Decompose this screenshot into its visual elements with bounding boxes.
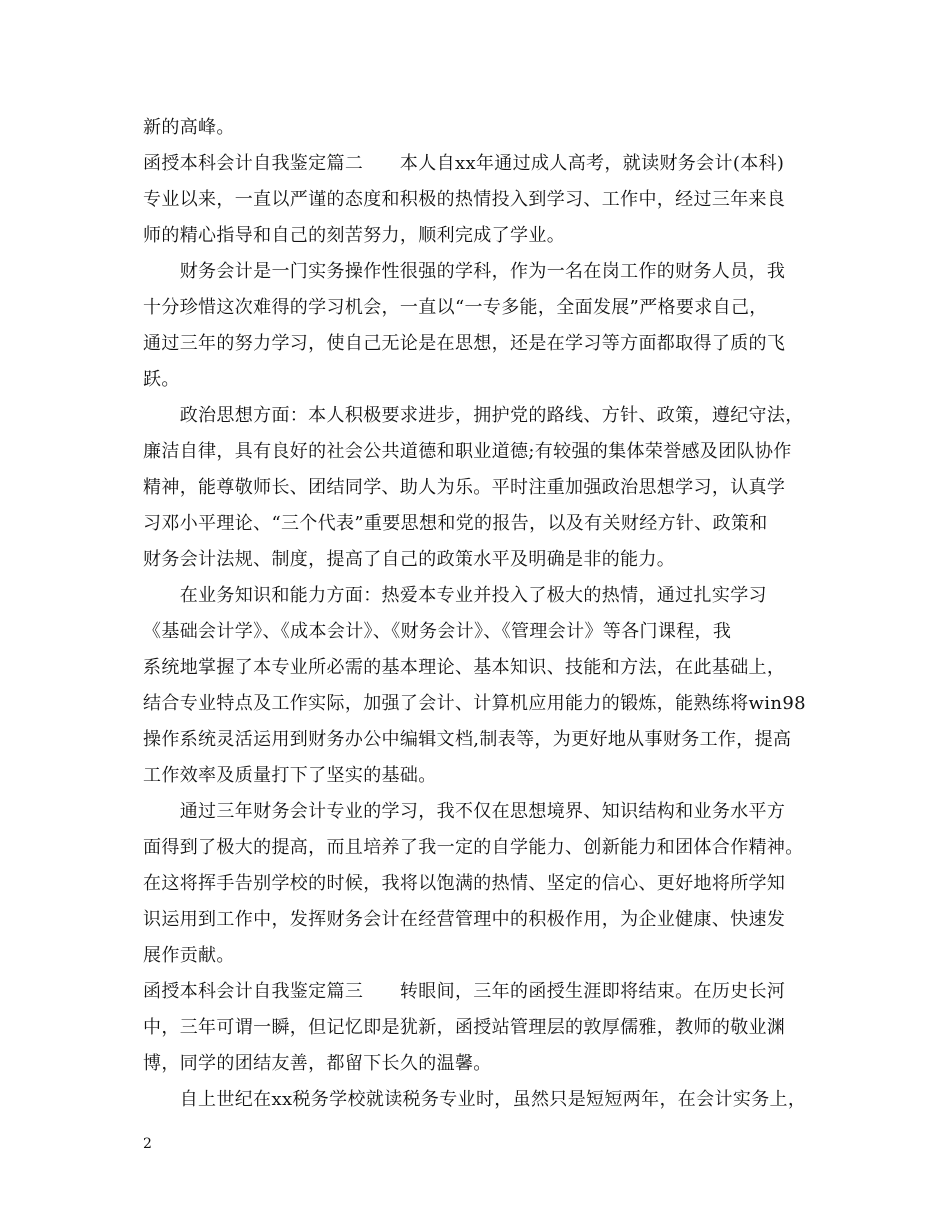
text-line: 函授本科会计自我鉴定篇二 本人自xx年通过成人高考，就读财务会计(本科) xyxy=(143,153,785,174)
text-line: 精神，能尊敬师长、团结同学、助人为乐。平时注重加强政治思想学习，认真学 xyxy=(143,477,786,498)
text-line: 博，同学的团结友善，都留下长久的温馨。 xyxy=(143,1053,492,1074)
text-line: 在业务知识和能力方面：热爱本专业并投入了极大的热情，通过扎实学习 xyxy=(143,585,767,606)
text-line: 中，三年可谓一瞬，但记忆即是犹新，函授站管理层的敦厚儒雅，教师的敬业渊 xyxy=(143,1017,786,1038)
text-line: 函授本科会计自我鉴定篇三 转眼间，三年的函授生涯即将结束。在历史长河 xyxy=(143,981,786,1002)
text-line: 结合专业特点及工作实际，加强了会计、计算机应用能力的锻炼，能熟练将win98 xyxy=(143,693,806,714)
text-line: 系统地掌握了本专业所必需的基本理论、基本知识、技能和方法，在此基础上， xyxy=(143,657,786,678)
text-line: 师的精心指导和自己的刻苦努力，顺利完成了学业。 xyxy=(143,225,566,246)
text-line: 习邓小平理论、“三个代表”重要思想和党的报告，以及有关财经方针、政策和 xyxy=(143,513,768,534)
text-line: 通过三年财务会计专业的学习，我不仅在思想境界、知识结构和业务水平方 xyxy=(143,801,786,822)
text-line: 操作系统灵活运用到财务办公中编辑文档,制表等，为更好地从事财务工作，提高 xyxy=(143,729,792,750)
text-line: 财务会计是一门实务操作性很强的学科，作为一名在岗工作的财务人员，我 xyxy=(143,261,786,282)
text-line: 面得到了极大的提高，而且培养了我一定的自学能力、创新能力和团体合作精神。 xyxy=(143,837,804,858)
text-line: 新的高峰。 xyxy=(143,117,235,138)
text-line: 十分珍惜这次难得的学习机会，一直以“一专多能，全面发展”严格要求自己， xyxy=(143,297,768,318)
text-line: 识运用到工作中，发挥财务会计在经营管理中的积极作用，为企业健康、快速发 xyxy=(143,909,786,930)
text-line: 跃。 xyxy=(143,369,180,390)
text-line: 工作效率及质量打下了坚实的基础。 xyxy=(143,765,437,786)
text-line: 自上世纪在xx税务学校就读税务专业时，虽然只是短短两年，在会计实务上， xyxy=(143,1089,807,1110)
text-line: 在这将挥手告别学校的时候，我将以饱满的热情、坚定的信心、更好地将所学知 xyxy=(143,873,786,894)
text-line: 展作贡献。 xyxy=(143,945,235,966)
text-line: 通过三年的努力学习，使自己无论是在思想，还是在学习等方面都取得了质的飞 xyxy=(143,333,786,354)
text-line: 政治思想方面：本人积极要求进步，拥护党的路线、方针、政策，遵纪守法， xyxy=(143,405,804,426)
text-line: 专业以来，一直以严谨的态度和积极的热情投入到学习、工作中，经过三年来良 xyxy=(143,189,786,210)
text-line: 廉洁自律，具有良好的社会公共道德和职业道德;有较强的集体荣誉感及团队协作 xyxy=(143,441,792,462)
text-line: 《基础会计学》、《成本会计》、《财务会计》、《管理会计》等各门课程，我 xyxy=(143,621,732,642)
page-number: 2 xyxy=(143,1136,152,1152)
text-line: 财务会计法规、制度，提高了自己的政策水平及明确是非的能力。 xyxy=(143,549,676,570)
